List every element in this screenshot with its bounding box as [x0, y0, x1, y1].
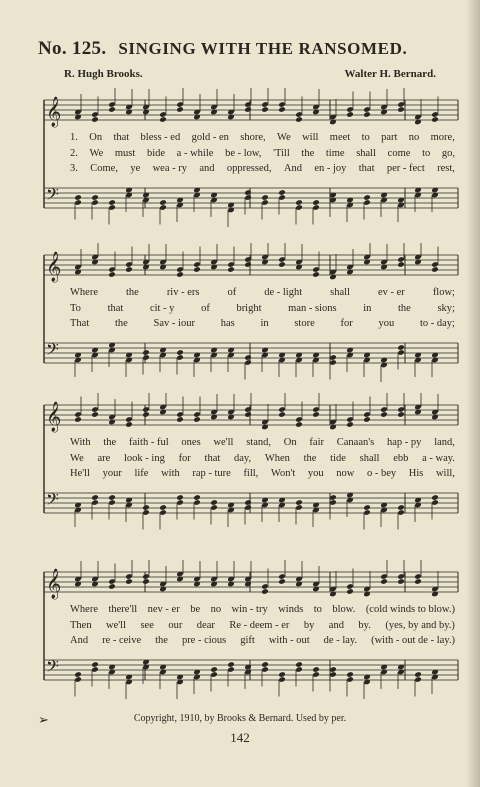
lyric-syllable: be - low, [225, 147, 262, 159]
lyric-syllable: blow. [332, 604, 356, 615]
svg-text:𝄢: 𝄢 [46, 339, 59, 363]
lyric-syllable: we'll [213, 437, 234, 448]
lyric-line [70, 618, 455, 634]
lyric-syllable: man - sions [288, 302, 337, 314]
lyric-syllable: (cold winds to blow.) [365, 604, 455, 615]
lyric-syllable: tide [330, 452, 346, 464]
lyric-syllable: the [155, 635, 168, 646]
copyright-notice: Copyright, 1910, by Brooks & Bernard. Used by per. [133, 713, 347, 724]
lyric-syllable: by [303, 619, 315, 631]
lyric-syllable: We [277, 132, 291, 143]
lyric-syllable: we'll [106, 619, 127, 631]
lyric-syllable: stand, [246, 437, 271, 448]
lyric-syllable: flow; [432, 287, 455, 298]
credits [64, 68, 436, 80]
lyric-syllable: sky; [437, 302, 455, 314]
lyric-syllable: of [227, 287, 237, 298]
lyrics-block [70, 285, 455, 332]
hymn-title: SINGING WITH THE RANSOMED. [118, 39, 408, 58]
lyrics-block [70, 602, 455, 649]
lyric-syllable: 3. [70, 163, 78, 174]
lyric-syllable: the [103, 437, 117, 448]
lyric-syllable: that [358, 163, 375, 174]
hymn-header [38, 38, 458, 60]
lyric-syllable: ev - er [377, 287, 405, 298]
lyric-syllable: your [102, 468, 122, 479]
lyric-syllable: now [336, 468, 355, 479]
lyric-syllable: of [201, 302, 210, 314]
lyric-syllable: win - try [231, 604, 268, 615]
lyric-syllable: come [387, 147, 411, 159]
lyric-syllable: wea - ry [152, 163, 187, 174]
lyric-syllable: Won't [270, 468, 296, 479]
lyric-syllable: shore, [240, 132, 266, 143]
lyric-syllable: fair [309, 437, 324, 448]
lyrics-block [70, 130, 455, 177]
lyric-line [70, 633, 455, 649]
lyric-line [70, 301, 455, 317]
lyric-syllable: (yes, by and by.) [385, 619, 455, 631]
lyric-syllable: On [89, 132, 103, 143]
lyric-syllable: to [313, 604, 322, 615]
lyric-syllable: part [381, 132, 398, 143]
lyric-syllable: o - bey [366, 468, 397, 479]
lyric-line [70, 316, 455, 332]
lyric-line [70, 602, 455, 618]
lyric-line [70, 161, 455, 177]
lyric-syllable: you [378, 318, 395, 329]
lyric-syllable: that [113, 132, 130, 143]
lyric-line [70, 435, 455, 451]
lyric-line [70, 285, 455, 301]
lyric-syllable: with - out [268, 635, 310, 646]
lyric-syllable: in [260, 318, 269, 329]
lyric-syllable: life [134, 468, 149, 479]
lyric-syllable: cit - y [149, 302, 175, 314]
lyric-syllable: will, [435, 468, 455, 479]
lyric-syllable: Where [70, 287, 98, 298]
lyric-syllable: On [283, 437, 297, 448]
lyric-syllable: for [178, 452, 191, 464]
lyric-syllable: pre - cious [181, 635, 227, 646]
lyric-syllable: be [190, 604, 201, 615]
lyric-syllable: that [107, 302, 124, 314]
lyric-syllable: in [363, 302, 372, 314]
lyric-syllable: meet [329, 132, 351, 143]
lyric-syllable: re - ceive [102, 635, 142, 646]
lyric-syllable: has [220, 318, 235, 329]
lyric-syllable: go, [441, 147, 455, 159]
lyric-syllable: more, [430, 132, 455, 143]
lyric-syllable: winds [278, 604, 304, 615]
lyric-syllable: We [70, 452, 84, 464]
lyric-line [70, 130, 455, 146]
lyric-syllable: (with - out de - lay.) [371, 635, 455, 646]
lyric-syllable: to - day; [419, 318, 455, 329]
lyric-syllable: Sav - iour [153, 318, 195, 329]
lyric-syllable: ones [181, 437, 201, 448]
lyric-syllable: must [114, 147, 136, 159]
lyric-syllable: look - ing [124, 452, 165, 464]
lyric-syllable: He'll [70, 468, 90, 479]
lyric-syllable: gift [240, 635, 255, 646]
lyric-syllable: When [264, 452, 290, 464]
lyric-syllable: dear [196, 619, 215, 631]
lyric-syllable: de - lay. [323, 635, 358, 646]
pointer-mark-icon: ➢ [38, 712, 49, 727]
page-edge-shadow [466, 0, 480, 787]
lyric-syllable: with [161, 468, 180, 479]
lyric-syllable: Then [70, 619, 92, 631]
lyric-syllable: store [294, 318, 315, 329]
lyric-line [70, 466, 455, 482]
lyric-syllable: the [114, 318, 128, 329]
lyric-syllable: And [70, 635, 89, 646]
lyric-syllable: faith - ful [128, 437, 169, 448]
lyric-syllable: day, [234, 452, 252, 464]
lyric-syllable: Where [70, 604, 98, 615]
svg-text:𝄢: 𝄢 [46, 489, 59, 513]
svg-text:𝄢: 𝄢 [46, 656, 59, 680]
lyric-syllable: you [307, 468, 324, 479]
lyric-syllable: are [97, 452, 111, 464]
svg-text:𝄢: 𝄢 [46, 184, 59, 208]
hymn-number: No. 125. [38, 38, 107, 59]
lyric-syllable: gold - en [191, 132, 229, 143]
lyric-syllable: oppressed, [226, 163, 272, 174]
lyric-syllable: the [303, 452, 317, 464]
lyric-syllable: That [70, 318, 90, 329]
lyric-syllable: ebb [393, 452, 409, 464]
lyric-syllable: for [340, 318, 353, 329]
lyric-syllable: no [408, 132, 420, 143]
lyric-syllable: per - fect [386, 163, 425, 174]
lyric-syllable: bide [146, 147, 166, 159]
lyric-syllable: rap - ture [192, 468, 231, 479]
lyric-syllable: To [70, 302, 81, 314]
lyric-syllable: 'Till [273, 147, 290, 159]
lyric-syllable: and [199, 163, 215, 174]
lyric-syllable: With [70, 437, 91, 448]
lyric-syllable: bless - ed [140, 132, 181, 143]
svg-text:𝄞: 𝄞 [46, 569, 62, 599]
lyric-syllable: And [283, 163, 302, 174]
lyric-syllable: de - light [264, 287, 303, 298]
lyric-syllable: no [210, 604, 222, 615]
svg-text:𝄞: 𝄞 [46, 97, 62, 127]
lyric-syllable: His [408, 468, 424, 479]
lyric-syllable: by. [358, 619, 371, 631]
lyric-syllable: We [89, 147, 104, 159]
lyric-syllable: 1. [70, 132, 78, 143]
lyric-syllable: en - joy [314, 163, 347, 174]
lyric-syllable: rest, [437, 163, 455, 174]
lyric-syllable: our [168, 619, 183, 631]
composer: Walter H. Bernard. [344, 68, 436, 80]
lyric-syllable: land, [434, 437, 455, 448]
lyric-syllable: Come, [90, 163, 118, 174]
lyric-syllable: and [328, 619, 344, 631]
lyric-syllable: the [301, 147, 315, 159]
lyric-syllable: hap - py [387, 437, 422, 448]
lyric-syllable: time [325, 147, 345, 159]
lyric-syllable: nev - er [147, 604, 180, 615]
lyric-syllable: the [398, 302, 411, 314]
lyric-syllable: will [302, 132, 319, 143]
lyric-syllable: shall [359, 452, 380, 464]
lyric-syllable: that [204, 452, 221, 464]
page-number: 142 [230, 730, 250, 745]
lyric-syllable: to [422, 147, 431, 159]
lyricist: R. Hugh Brooks. [64, 68, 143, 80]
lyric-syllable: shall [330, 287, 350, 298]
lyric-syllable: see [140, 619, 154, 631]
lyric-syllable: riv - ers [166, 287, 200, 298]
lyric-syllable: to [361, 132, 370, 143]
lyric-syllable: ye [130, 163, 141, 174]
lyric-syllable: a - way. [422, 452, 455, 464]
lyric-syllable: the [125, 287, 139, 298]
svg-text:𝄞: 𝄞 [46, 402, 62, 432]
lyric-syllable: shall [356, 147, 377, 159]
lyric-syllable: fill, [243, 468, 259, 479]
lyric-syllable: bright [236, 302, 262, 314]
lyric-syllable: 2. [70, 147, 78, 159]
lyric-syllable: Re - deem - er [229, 619, 290, 631]
lyric-syllable: there'll [108, 604, 138, 615]
lyrics-block [70, 435, 455, 482]
lyric-syllable: a - while [176, 147, 214, 159]
lyric-syllable: Canaan's [336, 437, 375, 448]
lyric-line [70, 146, 455, 162]
svg-text:𝄞: 𝄞 [46, 252, 62, 282]
lyric-line [70, 451, 455, 467]
